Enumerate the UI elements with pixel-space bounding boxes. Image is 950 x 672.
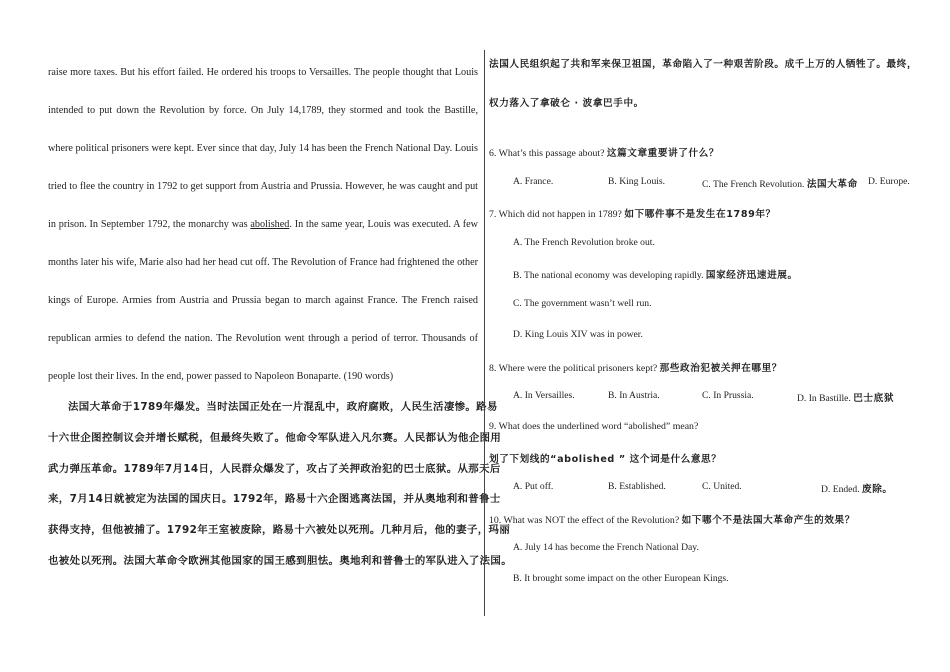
q8-option-d <box>797 390 894 404</box>
text-span: . In the same year, Louis was executed. A few <box>289 219 478 230</box>
q7-option-b <box>513 267 798 281</box>
question-10-stem <box>489 512 855 526</box>
question-6-stem <box>489 145 719 159</box>
q6-option-b: B. King Louis. <box>608 176 666 187</box>
passage-line: kings of Europe. Armies from Austria and Prussia began to march against France. The French raised <box>48 295 478 306</box>
translation-line: 法国大革命于1789年爆发。当时法国正处在一片混乱中，政府腐败，人民生活凄惨。路易 <box>68 401 498 413</box>
option-text: C. The French Revolution. <box>702 179 807 190</box>
option-text: B. The national economy was developing rapidly. <box>513 270 706 281</box>
translation-line: 权力落入了拿破仑 · 波拿巴手中。 <box>489 98 644 109</box>
q6-option-d: D. Europe. <box>868 176 910 187</box>
column-divider <box>484 50 485 616</box>
stem-text: 10. What was NOT the effect of the Revolution? <box>489 515 682 526</box>
q7-option-d: D. King Louis XIV was in power. <box>513 329 643 340</box>
q9-option-b: B. Established. <box>608 481 666 492</box>
q8-option-a: A. In Versailles. <box>513 390 575 401</box>
question-9-stem-cn: 划了下划线的“abolished ” 这个词是什么意思？ <box>489 454 722 465</box>
translation-line: 来，7月14日就被定为法国的国庆日。1792年，路易十六企图逃离法国，并从奥地利和普鲁士 <box>48 493 501 506</box>
translation-line: 武力弹压革命。1789年7月14日，人民群众爆发了，攻占了关押政治犯的巴士底狱。从那天后 <box>48 462 501 475</box>
passage-line: intended to put down the Revolution by force. On July 14,1789, they stormed and took the Bastille, <box>48 105 478 116</box>
passage-line: republican armies to defend the nation. The Revolution went through a period of terror. Thousands of <box>48 333 478 344</box>
stem-text: 6. What’s this passage about? <box>489 148 607 159</box>
q8-option-c: C. In Prussia. <box>702 390 754 401</box>
option-text-cn: 废除。 <box>862 484 893 495</box>
question-9-stem: 9. What does the underlined word “abolished” mean? <box>489 421 699 432</box>
option-text: D. In Bastille. <box>797 393 854 404</box>
text-span: in prison. In September 1792, the monarchy was <box>48 219 251 230</box>
q9-option-c: C. United. <box>702 481 742 492</box>
underlined-word: abolished <box>250 219 290 230</box>
translation-line: 获得支持，但他被捕了。1792年王室被废除，路易十六被处以死刑。几种月后，他的妻子，玛丽 <box>48 524 511 537</box>
stem-text: 8. Where were the political prisoners kept? <box>489 363 660 374</box>
option-text-cn: 巴士底狱 <box>853 393 895 404</box>
question-7-stem <box>489 206 776 220</box>
option-text-cn: 国家经济迅速进展。 <box>705 270 798 281</box>
q8-option-b: B. In Austria. <box>608 390 660 401</box>
stem-text-cn: 那些政治犯被关押在哪里？ <box>659 363 782 374</box>
option-text-cn: 法国大革命 <box>806 179 858 190</box>
passage-line-with-underline <box>48 206 478 244</box>
passage-line: months later his wife, Marie also had her head cut off. The Revolution of France had frightened the other <box>48 257 478 268</box>
passage-line: where political prisoners were kept. Ever since that day, July 14 has been the French National Day. Louis <box>48 143 478 154</box>
translation-line: 十六世企图控制议会并增长赋税，但最终失败了。他命令军队进入凡尔赛。人民都认为他企图用 <box>48 431 502 444</box>
translation-line: 法国人民组织起了共和军来保卫祖国，革命陷入了一种艰苦阶段。成千上万的人牺牲了。最终， <box>489 59 918 70</box>
stem-text-cn: 如下哪个不是法国大革命产生的效果？ <box>681 515 855 526</box>
q10-option-a: A. July 14 has become the French National Day. <box>513 542 699 553</box>
stem-text-cn: 如下哪件事不是发生在1789年？ <box>624 209 776 220</box>
question-8-stem <box>489 360 782 374</box>
q9-option-a: A. Put off. <box>513 481 554 492</box>
passage-line: people lost their lives. In the end, power passed to Napoleon Bonaparte. (190 words) <box>48 371 394 382</box>
translation-line: 也被处以死刑。法国大革命令欧洲其他国家的国王感到胆怯。奥地利和普鲁士的军队进入了法国。 <box>48 554 512 567</box>
passage-line: raise more taxes. But his effort failed. He ordered his troops to Versailles. The people thought that Louis <box>48 67 478 78</box>
left-column <box>48 54 512 577</box>
q6-option-c <box>702 176 858 190</box>
q6-option-a: A. France. <box>513 176 554 187</box>
stem-text: 7. Which did not happen in 1789? <box>489 209 625 220</box>
q10-option-b: B. It brought some impact on the other European Kings. <box>513 573 729 584</box>
stem-text-cn: 这篇文章重要讲了什么？ <box>606 148 720 159</box>
q7-option-c: C. The government wasn’t well run. <box>513 298 652 309</box>
passage-line: tried to flee the country in 1792 to get support from Austria and Prussia. However, he was caught and put <box>48 181 478 192</box>
q7-option-a: A. The French Revolution broke out. <box>513 237 655 248</box>
option-text: D. Ended. <box>821 484 863 495</box>
q9-option-d <box>821 481 893 495</box>
